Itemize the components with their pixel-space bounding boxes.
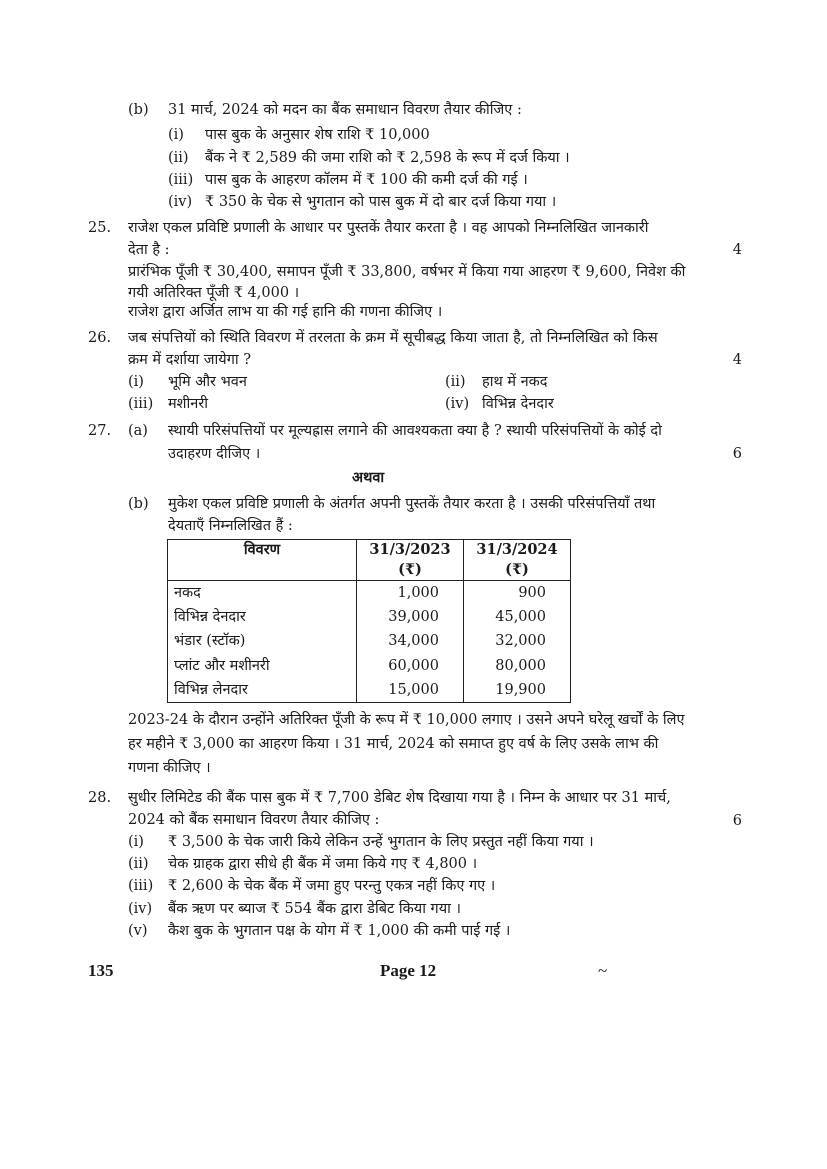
header-unit: (₹)	[398, 561, 422, 578]
table-row	[168, 629, 571, 653]
paper-code: 135	[88, 961, 114, 980]
row-value-2023: 15,000	[357, 678, 464, 703]
table-header-2024	[464, 540, 571, 581]
header-unit: (₹)	[505, 561, 529, 578]
table-row	[168, 654, 571, 678]
q28-item-text: बैंक ऋण पर ब्याज ₹ 554 बैंक द्वारा डेबिट किया गया ।	[168, 901, 461, 917]
q28-line: सुधीर लिमिटेड की बैंक पास बुक में ₹ 7,700 डेबिट शेष दिखाया गया है । निम्न के आधार पर 31 मार्च,	[128, 790, 671, 806]
q26-option-text: मशीनरी	[168, 396, 209, 412]
q27a-line: उदाहरण दीजिए ।	[168, 446, 261, 462]
tilde-mark: ~	[598, 961, 608, 980]
q26-marks: 4	[732, 352, 742, 368]
q28-line: 2024 को बैंक समाधान विवरण तैयार कीजिए :	[128, 812, 380, 828]
row-item: नकद	[168, 581, 357, 606]
q27a-line: स्थायी परिसंपत्तियों पर मूल्यह्रास लगाने की आवश्यकता क्या है ? स्थायी परिसंपत्तियों के कोई दो	[168, 423, 662, 439]
q27a-label: (a)	[128, 423, 148, 439]
q26-option-num: (iii)	[128, 396, 154, 412]
q28-item-num: (iii)	[128, 878, 154, 894]
q27b-after-line: गणना कीजिए ।	[128, 760, 211, 776]
q26-number: 26.	[88, 330, 112, 346]
header-date: 31/3/2024	[476, 541, 558, 558]
q26-option-text: विभिन्न देनदार	[482, 396, 554, 412]
q26-option-num: (i)	[128, 374, 144, 390]
q28-item-text: ₹ 3,500 के चेक जारी किये लेकिन उन्हें भुगतान के लिए प्रस्तुत नहीं किया गया ।	[168, 834, 594, 850]
q25-line: राजेश एकल प्रविष्टि प्रणाली के आधार पर पुस्तकें तैयार करता है । वह आपको निम्नलिखित जानकारी	[128, 220, 649, 236]
row-value-2024: 900	[464, 581, 571, 606]
q24b-item-num: (iii)	[168, 172, 194, 188]
q25-marks: 4	[732, 242, 742, 258]
row-item: भंडार (स्टॉक)	[168, 629, 357, 653]
table-row	[168, 605, 571, 629]
row-value-2023: 60,000	[357, 654, 464, 678]
q27b-after-line: 2023-24 के दौरान उन्होंने अतिरिक्त पूँजी के रूप में ₹ 10,000 लगाए । उसने अपने घरेलू खर्चों के लिए	[128, 712, 685, 728]
q26-option-num: (iv)	[445, 396, 470, 412]
q28-item-num: (i)	[128, 834, 144, 850]
row-value-2023: 39,000	[357, 605, 464, 629]
q28-item-num: (ii)	[128, 856, 149, 872]
q28-item-text: ₹ 2,600 के चेक बैंक में जमा हुए परन्तु एकत्र नहीं किए गए ।	[168, 878, 496, 894]
q25-line: देता है :	[128, 242, 170, 258]
q25-line: गयी अतिरिक्त पूँजी ₹ 4,000 ।	[128, 285, 300, 301]
q26-option-num: (ii)	[445, 374, 466, 390]
q28-item-text: कैश बुक के भुगतान पक्ष के योग में ₹ 1,000 की कमी पाई गई ।	[168, 923, 511, 939]
q27b-label: (b)	[128, 496, 149, 512]
q26-line: क्रम में दर्शाया जायेगा ?	[128, 352, 252, 368]
q25-line: राजेश द्वारा अर्जित लाभ या की गई हानि की गणना कीजिए ।	[128, 304, 443, 320]
q24b-text: 31 मार्च, 2024 को मदन का बैंक समाधान विवरण तैयार कीजिए :	[168, 102, 522, 118]
row-value-2024: 19,900	[464, 678, 571, 703]
q28-item-num: (v)	[128, 923, 148, 939]
row-value-2024: 80,000	[464, 654, 571, 678]
table-row	[168, 678, 571, 703]
q24b-item-num: (ii)	[168, 150, 189, 166]
q26-option-text: भूमि और भवन	[168, 374, 247, 390]
q24b-item-text: बैंक ने ₹ 2,589 की जमा राशि को ₹ 2,598 के रूप में दर्ज किया ।	[205, 150, 570, 166]
q27b-line: मुकेश एकल प्रविष्टि प्रणाली के अंतर्गत अपनी पुस्तकें तैयार करता है । उसकी परिसंपत्तियाँ तथा	[168, 496, 656, 512]
row-value-2023: 34,000	[357, 629, 464, 653]
row-value-2024: 32,000	[464, 629, 571, 653]
q25-line: प्रारंभिक पूँजी ₹ 30,400, समापन पूँजी ₹ 33,800, वर्षभर में किया गया आहरण ₹ 9,600, निवेश की	[128, 264, 686, 280]
page-number: Page 12	[380, 961, 437, 980]
q26-option-text: हाथ में नकद	[482, 374, 548, 390]
row-item: विभिन्न देनदार	[168, 605, 357, 629]
q24b-item-text: पास बुक के आहरण कॉलम में ₹ 100 की कमी दर्ज की गई ।	[205, 172, 528, 188]
q24b-label: (b)	[128, 102, 149, 118]
q25-number: 25.	[88, 220, 112, 236]
q24b-item-text: ₹ 350 के चेक से भुगतान को पास बुक में दो बार दर्ज किया गया ।	[205, 194, 557, 210]
row-value-2023: 1,000	[357, 581, 464, 606]
table-row	[168, 581, 571, 606]
row-item: विभिन्न लेनदार	[168, 678, 357, 703]
assets-liabilities-table	[167, 539, 571, 703]
q27-marks: 6	[732, 446, 742, 462]
q27-number: 27.	[88, 423, 112, 439]
table-header-particulars: विवरण	[168, 540, 357, 581]
q28-marks: 6	[732, 813, 742, 829]
q28-number: 28.	[88, 790, 112, 806]
q28-item-num: (iv)	[128, 901, 153, 917]
table-header-row	[168, 540, 571, 581]
row-item: प्लांट और मशीनरी	[168, 654, 357, 678]
q28-item-text: चेक ग्राहक द्वारा सीधे ही बैंक में जमा किये गए ₹ 4,800 ।	[168, 856, 478, 872]
table-header-2023	[357, 540, 464, 581]
q24b-item-text: पास बुक के अनुसार शेष राशि ₹ 10,000	[205, 127, 430, 143]
header-date: 31/3/2023	[369, 541, 451, 558]
q24b-item-num: (i)	[168, 127, 184, 143]
q27b-line: देयताएँ निम्नलिखित हैं :	[168, 518, 293, 534]
q27b-after-line: हर महीने ₹ 3,000 का आहरण किया । 31 मार्च, 2024 को समाप्त हुए वर्ष के लिए उसके लाभ की	[128, 736, 659, 752]
q26-line: जब संपत्तियों को स्थिति विवरण में तरलता के क्रम में सूचीबद्ध किया जाता है, तो निम्नलिखित को किस	[128, 330, 658, 346]
q24b-item-num: (iv)	[168, 194, 193, 210]
or-heading: अथवा	[352, 469, 385, 486]
row-value-2024: 45,000	[464, 605, 571, 629]
